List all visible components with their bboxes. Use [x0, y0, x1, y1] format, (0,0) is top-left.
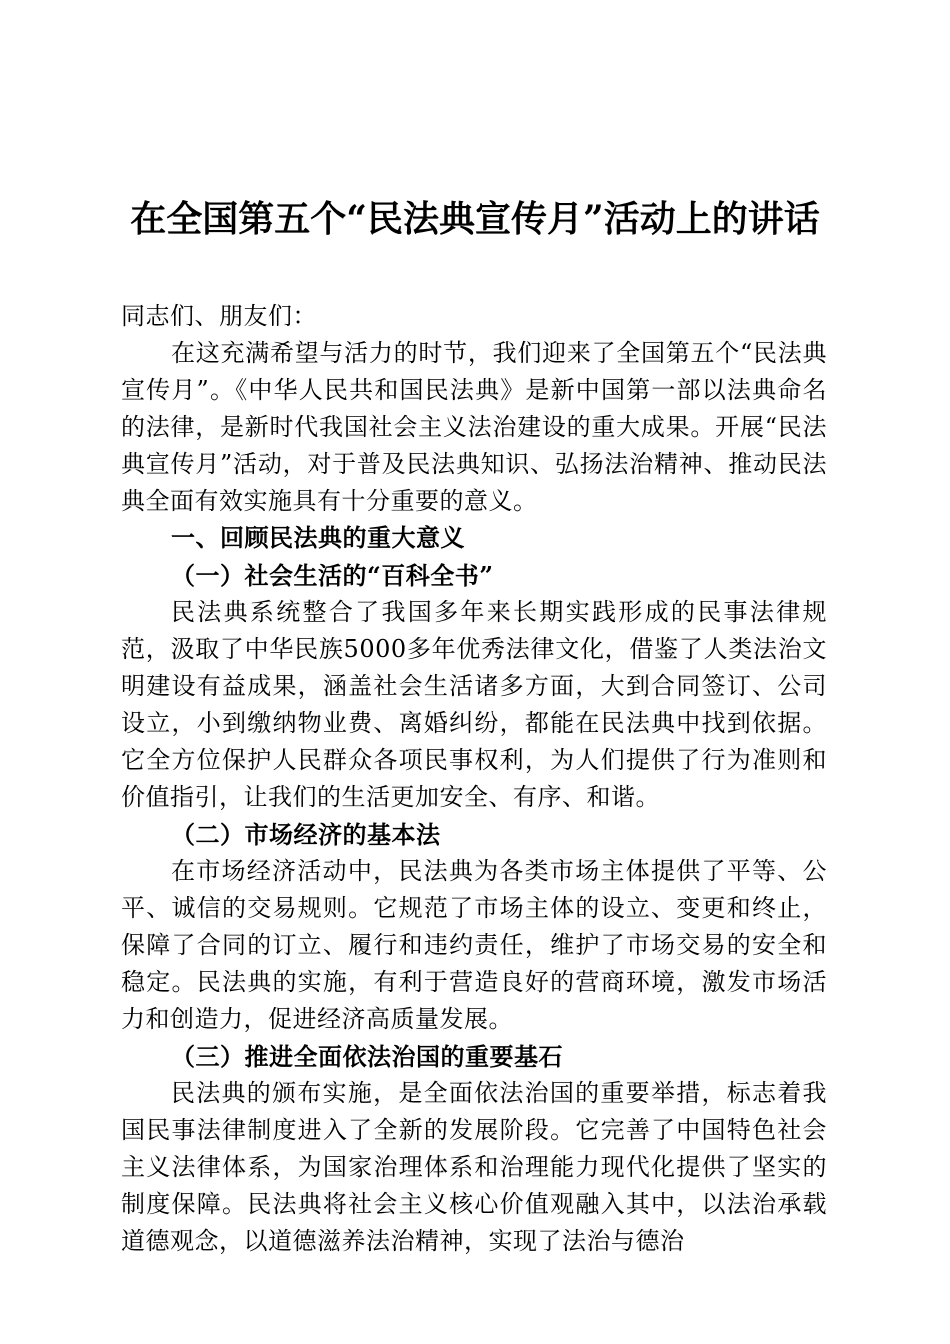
subsection-paragraph-2: 在市场经济活动中，民法典为各类市场主体提供了平等、公平、诚信的交易规则。它规范了市场主体的设立、变更和终止，保障了合同的订立、履行和违约责任，维护了市场交易的安全和稳定。民法典的实施，有利于营造良好的营商环境，激发市场活力和创造力，促进经济高质量发展。: [121, 857, 827, 1033]
subsection-heading-3: （三）推进全面依法治国的重要基石: [171, 1042, 563, 1071]
subsection-paragraph-3: 民法典的颁布实施，是全面依法治国的重要举措，标志着我国民事法律制度进入了全新的发展阶段。它完善了中国特色社会主义法律体系，为国家治理体系和治理能力现代化提供了坚实的制度保障。民法典将社会主义核心价值观融入其中，以法治承载道德观念，以道德滋养法治精神，实现了法治与德治: [121, 1079, 827, 1255]
subsection-heading-1: （一）社会生活的“百科全书”: [171, 561, 494, 590]
salutation: 同志们、朋友们：: [121, 302, 317, 330]
intro-paragraph: 在这充满希望与活力的时节，我们迎来了全国第五个“民法典宣传月”。《中华人民共和国民法典》是新中国第一部以法典命名的法律，是新时代我国社会主义法治建设的重大成果。开展“民法典宣传月”活动，对于普及民法典知识、弘扬法治精神、推动民法典全面有效实施具有十分重要的意义。: [121, 339, 827, 515]
document-title: 在全国第五个“民法典宣传月”活动上的讲话: [130, 198, 820, 240]
subsection-paragraph-1: 民法典系统整合了我国多年来长期实践形成的民事法律规范，汲取了中华民族5000多年优秀法律文化，借鉴了人类法治文明建设有益成果，涵盖社会生活诸多方面，大到合同签订、公司设立，小到缴纳物业费、离婚纠纷，都能在民法典中找到依据。它全方位保护人民群众各项民事权利，为人们提供了行为准则和价值指引，让我们的生活更加安全、有序、和谐。: [121, 598, 827, 811]
subsection-heading-2: （二）市场经济的基本法: [171, 820, 441, 849]
section-heading-1: 一、回顾民法典的重大意义: [171, 524, 465, 552]
document-body: [121, 298, 827, 1260]
